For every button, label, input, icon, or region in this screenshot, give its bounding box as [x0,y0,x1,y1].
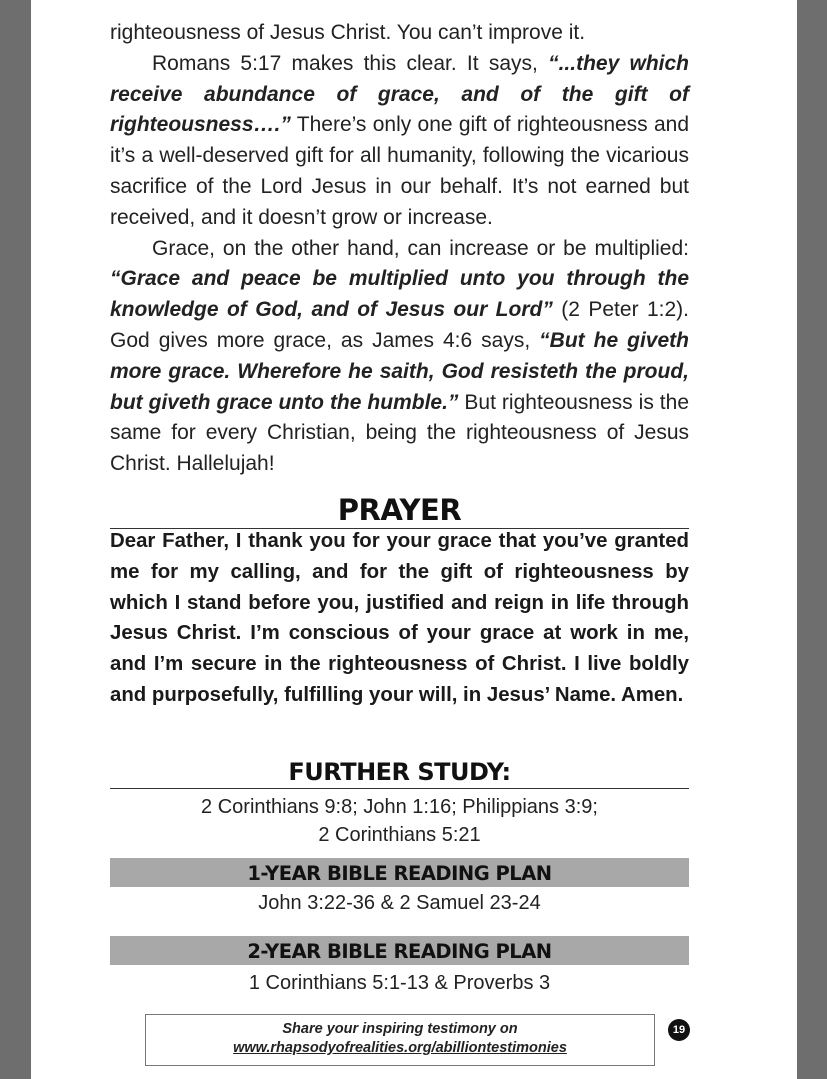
testimony-text: Share your inspiring testimony on [282,1021,518,1037]
prayer-heading: PRAYER [110,492,689,529]
body-text: Grace, on the other hand, can increase or be multiplied: [152,236,689,260]
body-text: (2 Peter 1:2). God gives more grace, as James 4:6 says, [110,298,690,352]
further-study-line-2: 2 Corinthians 5:21 [318,824,481,846]
body-text: Romans 5:17 makes this clear. It says, [152,51,549,75]
further-study-references [110,793,689,849]
one-year-plan-reading: John 3:22-36 & 2 Samuel 23-24 [258,892,541,914]
further-study-heading: FURTHER STUDY: [110,757,689,789]
page-number-badge: 19 [668,1019,690,1041]
body-text: There’s only one gift of righteousness and it’s a well-deserved gift for all humanity, following the vicarious sacrifice of the Lord Jesus in our behalf. It’s not earned but received, and it doesn’t grow or increase. [110,113,689,229]
scripture-quote: “But he giveth more grace. Wherefore he saith, God resisteth the proud, but giveth grace unto the humble.” [110,328,689,414]
prayer-text: Dear Father, I thank you for your grace that you’ve granted me for my calling, and for the gift of righteousness by which I stand before you, justified and reign in life through Jesus Christ. I’m conscious of your grace at work in me, and I’m secure in the righteousness of Christ. I live boldly and purposefully, fulfilling your will, in Jesus’ Name. Amen. [110,530,689,706]
book-page [31,0,797,1079]
body-text: But righteousness is the same for every Christian, being the righteousness of Jesus Christ. Hallelujah! [110,390,689,476]
body-paragraph-1 [110,18,689,49]
two-year-plan-heading: 2-YEAR BIBLE READING PLAN [110,936,689,965]
testimony-box [145,1014,655,1066]
one-year-plan-heading: 1-YEAR BIBLE READING PLAN [110,858,689,887]
further-study-line-1: 2 Corinthians 9:8; John 1:16; Philippians 3:9; [201,796,598,818]
scripture-quote: “Grace and peace be multiplied unto you through the knowledge of God, and of Jesus our Lord” [110,267,689,322]
body-text: righteousness of Jesus Christ. You can’t improve it. [110,21,586,44]
two-year-plan-reading: 1 Corinthians 5:1-13 & Proverbs 3 [248,972,551,994]
testimony-link[interactable]: www.rhapsodyofrealities.org/abilliontestimonies [233,1040,567,1056]
scripture-quote: “...they which receive abundance of grace, and of the gift of righteousness….” [110,51,689,137]
body-paragraph-3 [110,234,689,480]
body-paragraph-2 [110,49,689,234]
devotional-body [110,18,689,480]
